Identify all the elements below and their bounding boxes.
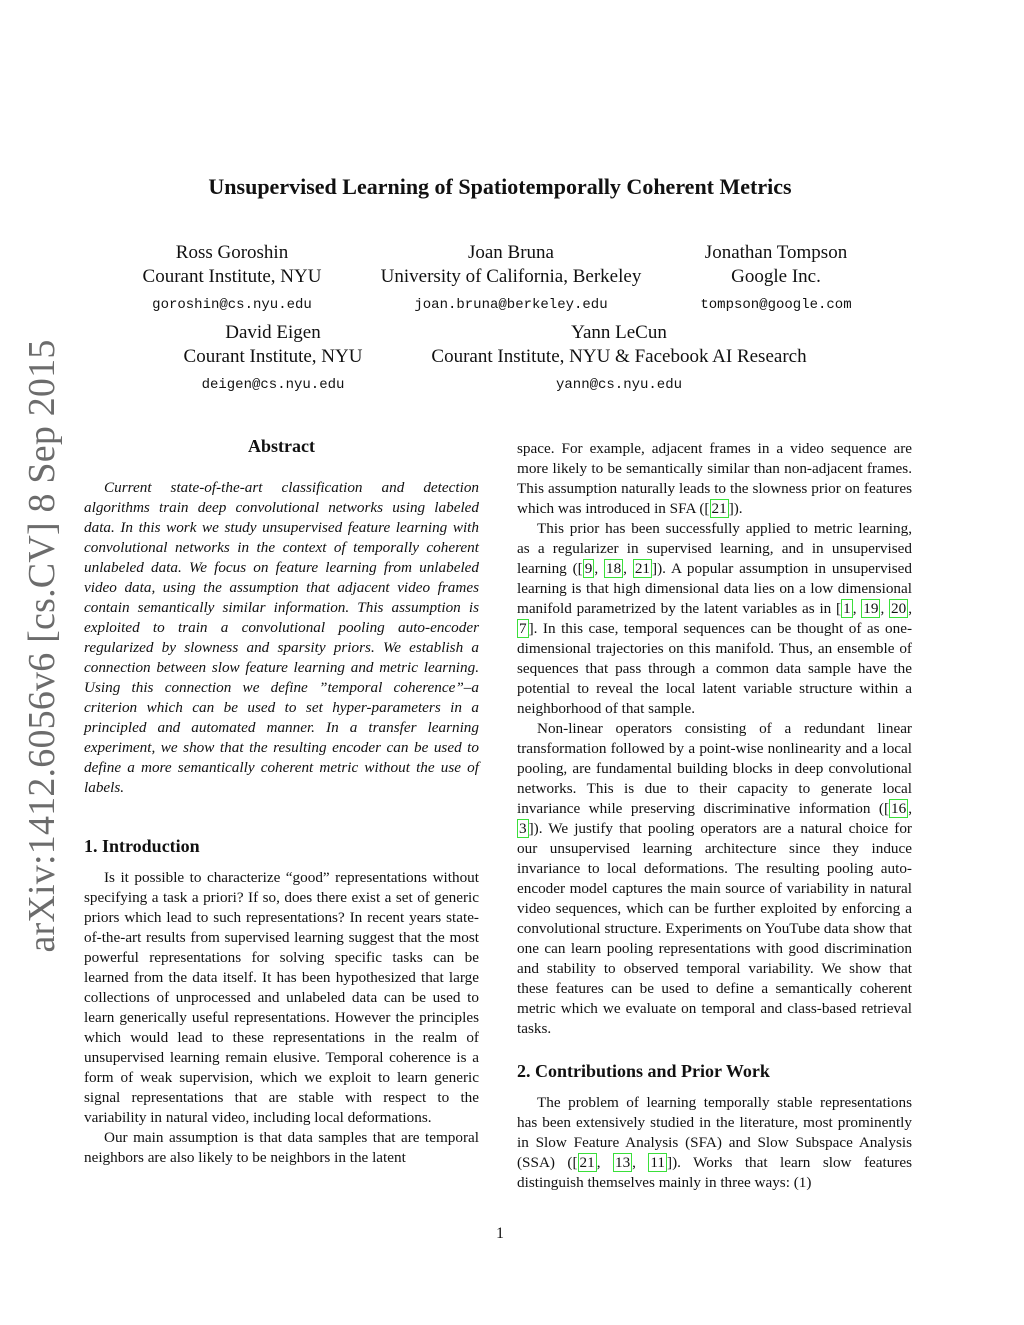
citation-link[interactable]: 7: [519, 620, 527, 637]
paragraph-text: space. For example, adjacent frames in a video sequence are more likely to be semantically similar than non-adjacent frames. This assumption naturally leads to the slowness prior on features which was introduced in SFA ([: [517, 440, 912, 517]
author-name: Yann LeCun: [571, 322, 667, 343]
citation-link[interactable]: 20: [891, 600, 907, 617]
citation-link[interactable]: 21: [579, 1154, 595, 1171]
citation-separator: ,: [880, 600, 890, 617]
author-block: [126, 241, 338, 317]
citation-separator: ,: [852, 600, 862, 617]
abstract-heading: Abstract: [248, 436, 315, 456]
author-name: David Eigen: [225, 322, 321, 343]
author-affiliation: Courant Institute, NYU: [142, 266, 322, 287]
intro-paragraph: [517, 519, 912, 719]
citation-separator: ,: [623, 560, 633, 577]
paragraph-text: ]). A popular assumption in unsupervised learning is that high dimensional data lies on a low dimensional manifold parametrized by the latent variables as in [: [517, 560, 913, 617]
citation-separator: ,: [908, 600, 913, 617]
citation-separator: ,: [596, 1154, 613, 1171]
author-email[interactable]: goroshin@cs.nyu.edu: [152, 297, 312, 313]
citation-separator: ,: [594, 560, 604, 577]
author-affiliation: University of California, Berkeley: [380, 266, 642, 287]
citation-link[interactable]: 13: [614, 1154, 631, 1171]
author-block: [686, 241, 866, 317]
paragraph-text: ]).: [728, 500, 743, 517]
intro-paragraph: Our main assumption is that data samples that are temporal neighbors are also likely to be neighbors in the latent: [84, 1129, 479, 1166]
author-name: Jonathan Tompson: [704, 242, 848, 263]
section-heading-contributions: 2. Contributions and Prior Work: [517, 1061, 770, 1081]
citation-link[interactable]: 16: [891, 800, 907, 817]
citation-link[interactable]: 21: [634, 560, 651, 577]
paragraph-text: ]). We justify that pooling operators are a natural choice for our unsupervised learning architecture since they induce invariance to local deformations. The resulting pooling auto-encoder model captures the main source of variability in natural video sequences, which can be further exploited by enforcing a convolutional structure. Experiments on YouTube data show that one can learn pooling representations with good discrimination and stability to observed temporal variability. We show that these features can be used to define a semantically coherent metric which we evaluate on temporal and class-based retrieval tasks.: [517, 820, 912, 1037]
citation-link[interactable]: 19: [863, 600, 879, 617]
citation-link[interactable]: 9: [584, 560, 593, 577]
intro-paragraph: [517, 439, 912, 519]
intro-paragraph: Is it possible to characterize “good” representations without specifying a task a priori? If so, does there exist a set of generic priors which lead to such representations? In recent years state-of-the-art results from supervised learning suggest that the most powerful representations for solving specific tasks can be learned from the data itself. It has been hypothesized that large collections of unprocessed and unlabeled data can be used to learn generically useful representations. However the principles which would lead to these representations in the realm of unsupervised learning remain elusive. Temporal coherence is a form of weak supervision, which we exploit to learn generic signal representations that are stable with respect to the variability in natural video, including local deformations.: [84, 869, 479, 1126]
section-heading-introduction: 1. Introduction: [84, 836, 200, 856]
citation-link[interactable]: 18: [605, 560, 622, 577]
abstract-text: Current state-of-the-art classification and detection algorithms train deep convolutional networks using labeled data. In this work we study unsupervised feature learning with convolutional networks in the context of temporally coherent unlabeled data. We focus on feature learning from unlabeled video data, using the assumption that adjacent video frames contain semantically similar information. This assumption is exploited to train a convolutional pooling auto-encoder regularized by slowness and sparsity priors. We establish a connection between slow feature learning and metric learning. Using this connection we define ”temporal coherence”–a criterion which can be used to set hyper-parameters in a principled and automated manner. In a transfer learning experiment, we show that the resulting encoder can be used to define a more semantically coherent metric without the use of labels.: [84, 479, 479, 796]
author-block: [408, 321, 830, 397]
right-column: [517, 439, 912, 1193]
citation-link[interactable]: 11: [650, 1154, 666, 1171]
author-name: Joan Bruna: [467, 242, 554, 263]
contrib-paragraph: [517, 1093, 912, 1193]
citation-separator: ,: [632, 1154, 649, 1171]
page-number: 1: [496, 1225, 504, 1242]
left-column: [84, 436, 479, 1168]
citation-link[interactable]: 21: [711, 500, 727, 517]
arxiv-sidebar: [21, 339, 63, 953]
paper-title: Unsupervised Learning of Spatiotemporally Coherent Metrics: [208, 174, 792, 199]
paragraph-text: ]. In this case, temporal sequences can be thought of as one-dimensional trajectories on this manifold. Thus, an ensemble of sequences that pass through a common data sample have the potential to reveal the local latent variable structure within a neighborhood of that sample.: [517, 620, 912, 717]
author-affiliation: Courant Institute, NYU: [183, 346, 363, 367]
author-block: [168, 321, 378, 397]
author-name: Ross Goroshin: [175, 242, 289, 263]
paragraph-text: This prior has been successfully applied to metric learning, as a regularizer in supervised learning, and in unsupervised learning ([: [517, 520, 912, 577]
citation-separator: ,: [908, 800, 912, 817]
author-email[interactable]: yann@cs.nyu.edu: [555, 377, 683, 393]
author-email[interactable]: tompson@google.com: [700, 297, 852, 313]
citation-link[interactable]: 1: [843, 600, 851, 617]
author-block: [355, 241, 667, 317]
author-email[interactable]: deigen@cs.nyu.edu: [201, 377, 345, 393]
paragraph-text: Non-linear operators consisting of a redundant linear transformation followed by a point-wise nonlinearity and a local pooling, are fundamental building blocks in deep convolutional networks. This is due to their capacity to generate local invariance while preserving discriminative information ([: [517, 720, 912, 817]
paragraph-text: ]). Works that learn slow features distinguish themselves mainly in three ways: (1): [517, 1154, 913, 1191]
intro-paragraph: [517, 719, 912, 1039]
paragraph-text: The problem of learning temporally stable representations has been extensively studied in the literature, most prominently in Slow Feature Analysis (SFA) and Slow Subspace Analysis (SSA) ([: [517, 1094, 912, 1171]
author-affiliation: Google Inc.: [731, 266, 821, 287]
arxiv-identifier: arXiv:1412.6056v6 [cs.CV] 8 Sep 2015: [21, 339, 63, 953]
author-affiliation: Courant Institute, NYU & Facebook AI Research: [431, 346, 807, 367]
citation-link[interactable]: 3: [519, 820, 527, 837]
author-email[interactable]: joan.bruna@berkeley.edu: [414, 297, 608, 313]
